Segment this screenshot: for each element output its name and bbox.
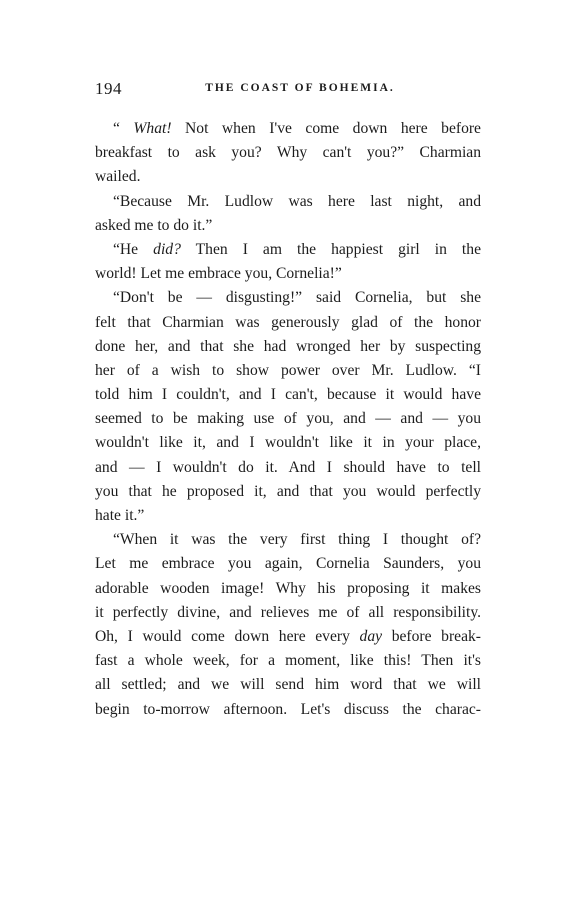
text-line: wouldn't like it, and I wouldn't like it in your place, <box>95 434 481 452</box>
text-line: her of a wish to show power over Mr. Ludlow. “I <box>95 361 481 379</box>
text-line: “He did? Then I am the happiest girl in the <box>113 240 481 258</box>
body-text <box>95 117 481 722</box>
text-line: begin to-morrow afternoon. Let's discuss the charac- <box>95 700 481 718</box>
text-line: it perfectly divine, and relieves me of all responsibility. <box>95 603 481 621</box>
text-line: Oh, I would come down here every day before break- <box>95 627 481 645</box>
text-line: seemed to be making use of you, and — and — you <box>95 410 481 428</box>
text-line: adorable wooden image! Why his proposing it makes <box>95 579 481 597</box>
text-line: “Don't be — disgusting!” said Cornelia, but she <box>113 289 481 307</box>
page-header <box>95 79 485 99</box>
page-number: 194 <box>95 79 122 98</box>
text-line: fast a whole week, for a moment, like this! Then it's <box>95 652 481 670</box>
text-line: breakfast to ask you? Why can't you?” Charmian <box>95 144 481 162</box>
text-line: wailed. <box>95 168 141 186</box>
text-line: you that he proposed it, and that you would perfectly <box>95 482 481 500</box>
text-line: “Because Mr. Ludlow was here last night, and <box>113 192 481 210</box>
text-line: Let me embrace you again, Cornelia Saunders, you <box>95 555 481 573</box>
text-line: asked me to do it.” <box>95 216 213 234</box>
text-line: world! Let me embrace you, Cornelia!” <box>95 265 342 283</box>
text-line: “When it was the very first thing I thought of? <box>113 531 481 549</box>
text-line: told him I couldn't, and I can't, because it would have <box>95 386 481 404</box>
text-line: “ What! Not when I've come down here before <box>113 120 481 137</box>
text-line: and — I wouldn't do it. And I should have to tell <box>95 458 481 476</box>
text-line: felt that Charmian was generously glad of the honor <box>95 313 481 331</box>
text-line: all settled; and we will send him word that we will <box>95 676 481 694</box>
text-line: done her, and that she had wronged her by suspecting <box>95 337 481 355</box>
text-line: hate it.” <box>95 507 145 524</box>
running-title: THE COAST OF BOHEMIA. <box>205 82 395 94</box>
